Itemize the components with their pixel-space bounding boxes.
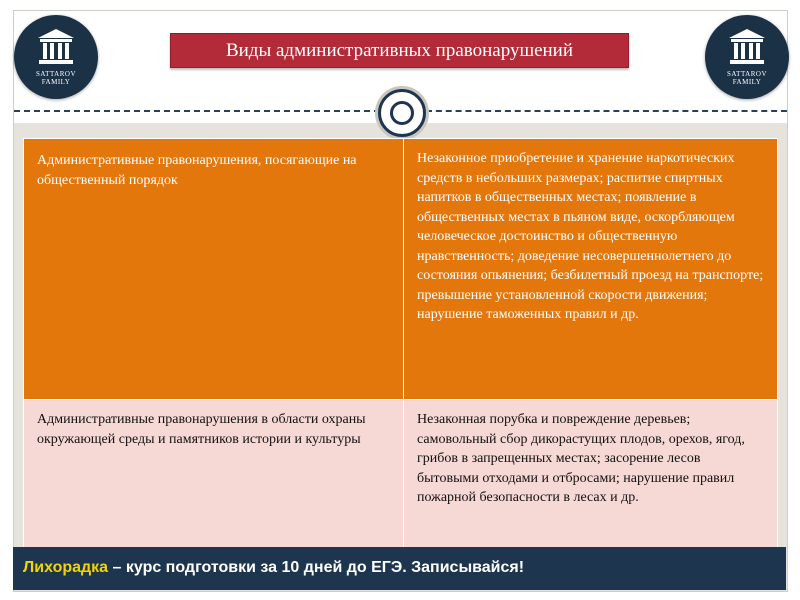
table-cell-category: Административные правонарушения, посягающие на общественный порядок	[24, 139, 404, 400]
page-title: Виды административных правонарушений	[225, 39, 574, 61]
logo-text	[705, 70, 789, 86]
logo-text-line2: FAMILY	[41, 78, 71, 86]
logo-text-line1: SATTAROV	[36, 70, 76, 78]
table-row	[24, 400, 778, 557]
logo-text-line1: SATTAROV	[727, 70, 767, 78]
center-ring-icon	[378, 89, 426, 137]
logo-right	[705, 15, 789, 99]
columns-building-icon	[36, 27, 76, 67]
table-row	[24, 139, 778, 400]
logo-text	[14, 70, 98, 86]
footer-text	[23, 559, 524, 577]
table-cell-examples: Незаконная порубка и повреждение деревьев; самовольный сбор дикорастущих плодов, орехов, ягод, грибов в запрещенных местах; засорение лесов бытовыми отходами и отбросами; нарушение правил пожарной безопасности в лесах и др.	[404, 400, 778, 557]
logo-left	[14, 15, 98, 99]
table-cell-examples: Незаконное приобретение и хранение наркотических средств в небольших размерах; распитие спиртных напитков в общественных местах; появление в общественных местах в пьяном виде, оскорбляющем человеческое достоинство и общественную нравственность; доведение несовершеннолетнего до состояния опьянения; безбилетный проезд на транспорте; превышение установленной скорости движения; нарушение таможенных правил и др.	[404, 139, 778, 400]
footer-message: – курс подготовки за 10 дней до ЕГЭ. Записывайся!	[108, 559, 525, 576]
slide-header	[14, 11, 787, 123]
logo-text-line2: FAMILY	[732, 78, 762, 86]
footer-banner[interactable]	[13, 547, 786, 590]
divider-line-left	[14, 110, 380, 112]
slide	[13, 10, 788, 592]
table-cell-category: Административные правонарушения в области охраны окружающей среды и памятников истории и культуры	[24, 400, 404, 557]
columns-building-icon	[727, 27, 767, 67]
offenses-table	[23, 138, 778, 557]
footer-highlight: Лихорадка	[23, 559, 109, 576]
divider-line-right	[426, 110, 787, 112]
center-ring-inner	[390, 101, 414, 125]
title-banner	[170, 33, 629, 68]
